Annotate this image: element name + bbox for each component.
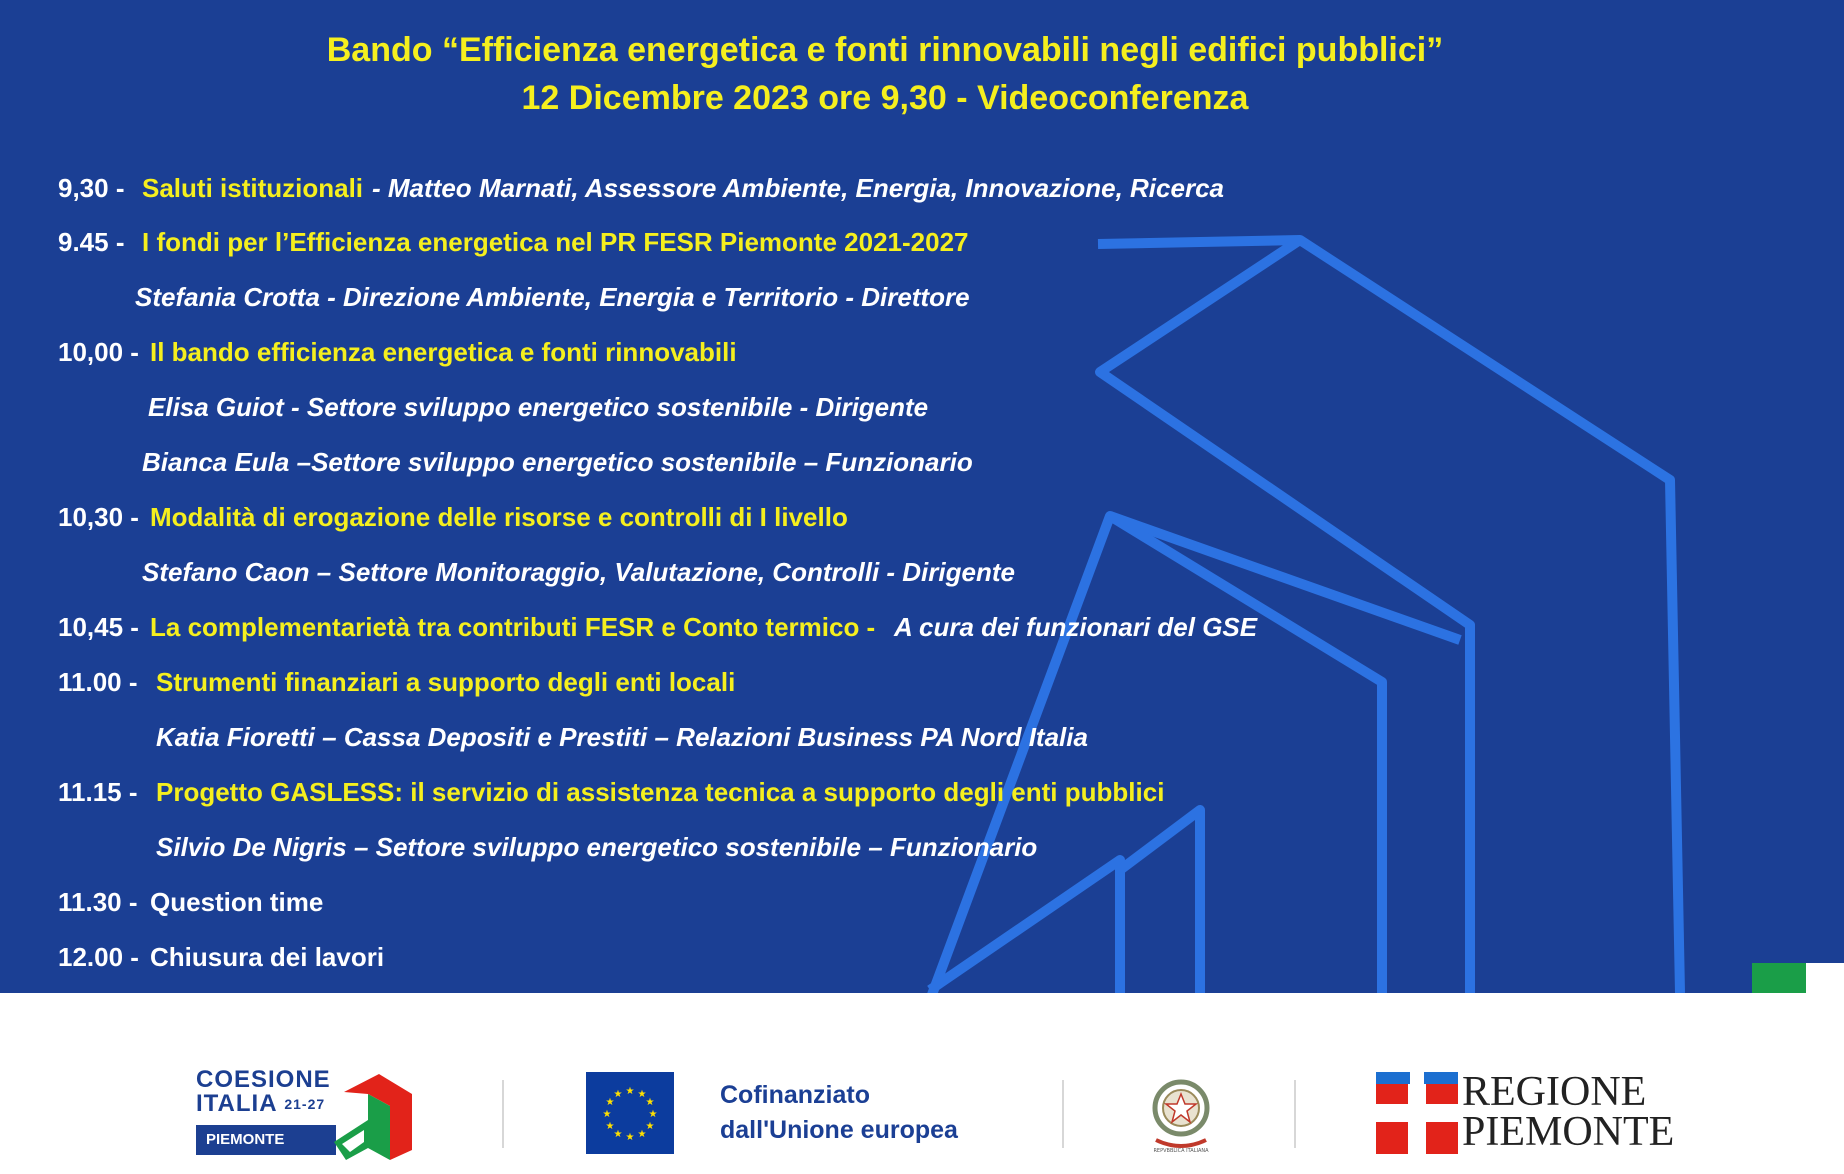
- agenda-time: 10,45 -: [58, 612, 139, 642]
- italian-republic-emblem-icon: [1146, 1072, 1216, 1154]
- agenda-speaker: Stefania Crotta - Direzione Ambiente, Energia e Territorio - Direttore: [135, 282, 970, 312]
- svg-text:★: ★: [645, 1097, 655, 1108]
- agenda-speaker: Stefano Caon – Settore Monitoraggio, Valutazione, Controlli - Dirigente: [142, 557, 1015, 587]
- event-title: [0, 26, 1770, 122]
- coesione-arrow-icon: [324, 1072, 414, 1162]
- agenda-time: 11.30 -: [58, 887, 138, 917]
- agenda-topic: La complementarietà tra contributi FESR e Conto termico -: [150, 612, 876, 642]
- svg-text:★: ★: [605, 1097, 615, 1108]
- svg-text:★: ★: [637, 1089, 647, 1100]
- agenda-topic: Strumenti finanziari a supporto degli enti locali: [156, 667, 736, 697]
- flag-stripe-white: [1806, 963, 1844, 993]
- agenda-time: 12.00 -: [58, 942, 139, 972]
- agenda-topic: I fondi per l’Efficienza energetica nel PR FESR Piemonte 2021-2027: [142, 227, 969, 257]
- coesione-italia-logo: [196, 1068, 426, 1158]
- svg-text:★: ★: [602, 1109, 612, 1120]
- agenda-topic: Saluti istituzionali: [142, 173, 364, 203]
- coesione-region-tag: PIEMONTE: [196, 1125, 336, 1155]
- svg-text:★: ★: [613, 1129, 623, 1140]
- agenda-time: 11.15 -: [58, 777, 138, 807]
- agenda-speaker: Katia Fioretti – Cassa Depositi e Prestiti – Relazioni Business PA Nord Italia: [156, 722, 1088, 752]
- svg-text:★: ★: [613, 1089, 623, 1100]
- event-title-line1: Bando “Efficienza energetica e fonti rinnovabili negli edifici pubblici”: [326, 31, 1444, 69]
- agenda-speaker: - Matteo Marnati, Assessore Ambiente, Energia, Innovazione, Ricerca: [372, 173, 1224, 203]
- agenda-time: 9.45 -: [58, 227, 125, 257]
- logo-divider: [1062, 1080, 1064, 1148]
- agenda-topic: Il bando efficienza energetica e fonti rinnovabili: [150, 337, 737, 367]
- agenda-speaker: Bianca Eula –Settore sviluppo energetico sostenibile – Funzionario: [142, 447, 973, 477]
- coesione-italia-word: ITALIA: [196, 1090, 277, 1117]
- regione-piemonte-text: [1462, 1069, 1675, 1155]
- agenda-time: 9,30 -: [58, 173, 125, 203]
- agenda-speaker: Elisa Guiot - Settore sviluppo energetico sostenibile - Dirigente: [148, 392, 929, 422]
- svg-text:★: ★: [637, 1129, 647, 1140]
- agenda-speaker: Silvio De Nigris – Settore sviluppo energetico sostenibile – Funzionario: [156, 832, 1038, 862]
- logo-divider: [1294, 1080, 1296, 1148]
- agenda-topic: Progetto GASLESS: il servizio di assistenza tecnica a supporto degli enti pubblici: [156, 777, 1165, 807]
- regione-piemonte-cross-icon: [1376, 1072, 1458, 1154]
- emblem-text: REPVBBLICA ITALIANA: [1153, 1148, 1209, 1154]
- agenda-topic: Modalità di erogazione delle risorse e controlli di I livello: [150, 502, 848, 532]
- agenda-time: 10,30 -: [58, 502, 139, 532]
- event-title-line2: 12 Dicembre 2023 ore 9,30 - Videoconferenza: [521, 79, 1249, 117]
- coesione-years: 21-27: [284, 1096, 326, 1112]
- eu-line1: Cofinanziato: [720, 1081, 870, 1109]
- svg-text:★: ★: [625, 1086, 635, 1097]
- regione-line2: PIEMONTE: [1462, 1109, 1675, 1155]
- agenda-speaker: A cura dei funzionari del GSE: [894, 612, 1258, 642]
- regione-line1: REGIONE: [1462, 1069, 1647, 1115]
- svg-text:★: ★: [648, 1109, 658, 1120]
- agenda-topic: Question time: [150, 887, 324, 917]
- coesione-line1: COESIONE: [196, 1066, 331, 1093]
- svg-text:★: ★: [625, 1132, 635, 1143]
- flag-stripe-green: [1752, 963, 1806, 993]
- agenda-time: 10,00 -: [58, 337, 139, 367]
- eu-flag-icon: [586, 1072, 674, 1154]
- logo-footer: [0, 993, 1844, 1174]
- eu-cofinanced-text: [720, 1078, 958, 1148]
- logo-divider: [502, 1080, 504, 1148]
- svg-text:★: ★: [605, 1121, 615, 1132]
- eu-line2: dall'Unione europea: [720, 1116, 958, 1144]
- agenda-topic: Chiusura dei lavori: [150, 942, 385, 972]
- svg-text:★: ★: [645, 1121, 655, 1132]
- agenda-time: 11.00 -: [58, 667, 138, 697]
